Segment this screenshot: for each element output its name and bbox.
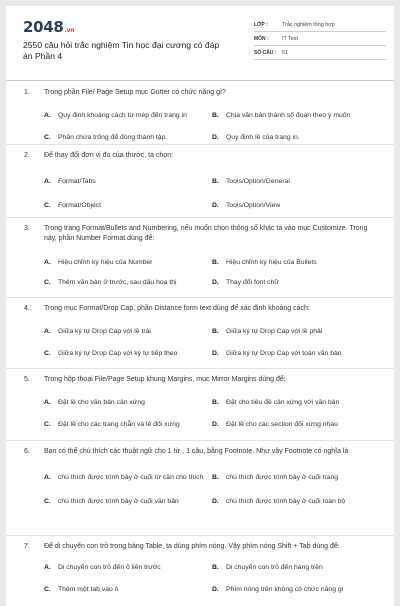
option-c[interactable] (44, 342, 212, 364)
option-letter: C. (44, 201, 51, 209)
question-stem (24, 540, 380, 552)
option-letter: A. (44, 327, 51, 335)
option-text: Đặt cho tiêu đề cân xứng với văn bản (226, 398, 340, 406)
option-letter: B. (212, 563, 219, 571)
option-c[interactable] (44, 272, 212, 292)
option-text: Giữa ký tự Drop Cap với lề trái (58, 327, 151, 335)
option-d[interactable] (212, 272, 380, 292)
option-a[interactable] (44, 320, 212, 342)
meta-row-subject (254, 32, 386, 46)
option-letter: D. (212, 201, 219, 209)
option-text: Đặt lề cho các section đối xứng nhau (226, 420, 338, 428)
option-text: chú thích được trình bày ở cuối từ cần chú thích (58, 473, 204, 481)
option-letter: D. (212, 420, 219, 428)
option-c[interactable] (44, 489, 212, 513)
option-a[interactable] (44, 104, 212, 126)
option-b[interactable] (212, 556, 380, 578)
meta-key: MÔN : (254, 35, 269, 42)
option-a[interactable] (44, 556, 212, 578)
logo-suffix: .vn (64, 27, 75, 34)
options-grid (24, 169, 380, 217)
option-a[interactable] (44, 252, 212, 272)
option-text: Hiệu chỉnh ký hiệu của Number (58, 258, 153, 266)
question-stem (24, 445, 380, 457)
question-item (6, 441, 394, 536)
options-grid (24, 391, 380, 435)
option-letter: C. (44, 497, 51, 505)
question-item (6, 218, 394, 298)
option-d[interactable] (212, 126, 380, 148)
meta-key: LỚP : (254, 21, 268, 28)
meta-table (254, 18, 386, 60)
option-letter: A. (44, 398, 51, 406)
option-text: chú thích được trình bày ở cuối toàn bộ (226, 497, 346, 505)
option-b[interactable] (212, 252, 380, 272)
option-text: Hiệu chỉnh ký hiệu của Bullets (226, 258, 317, 266)
meta-key: SỐ CÂU : (254, 49, 277, 56)
option-d[interactable] (212, 413, 380, 435)
option-text: Thay đổi font chữ (226, 278, 279, 286)
question-text: Trong phần File/ Page Setup mục Gutter có chức năng gì? (44, 89, 226, 96)
document-title: 2550 câu hỏi trắc nghiệm Tin học đại cương có đáp án Phần 4 (23, 40, 220, 61)
meta-value: 51 (282, 49, 288, 56)
options-grid (24, 252, 380, 292)
option-letter: C. (44, 349, 51, 357)
option-letter: C. (44, 420, 51, 428)
question-number: 5. (24, 376, 30, 383)
option-text: Phần chừa trống để đóng thành tập. (58, 133, 168, 141)
option-d[interactable] (212, 342, 380, 364)
option-letter: B. (212, 111, 219, 119)
option-c[interactable] (44, 578, 212, 600)
option-letter: D. (212, 497, 219, 505)
meta-value: Trắc nghiệm tổng hợp (282, 21, 335, 28)
question-stem (24, 149, 380, 161)
question-stem (24, 222, 380, 244)
option-text: Thêm văn bản ở trước, sau dấu hoa thị (58, 278, 177, 286)
option-text: Giữa ký tự Drop Cap với toàn văn bản (226, 349, 342, 357)
question-list (6, 82, 394, 606)
option-text: Quy định lề của trang in. (226, 133, 300, 141)
question-item (6, 82, 394, 145)
question-item (6, 298, 394, 369)
question-text: Trong trang Format/Bullets and Numbering, nếu muốn chọn thông số khác ta vào mục Customize. Trong này, phần Number Format dùng để: (44, 225, 368, 242)
question-text: Trong hộp thoại File/Page Setup khung Margins, mục Mirror Margins dùng để: (44, 376, 286, 383)
option-letter: C. (44, 133, 51, 141)
question-text: Để di chuyển con trỏ trong bảng Table, ta dùng phím nóng. Vậy phím nóng Shift + Tab dùng để: (44, 543, 340, 550)
option-c[interactable] (44, 413, 212, 435)
option-b[interactable] (212, 169, 380, 193)
option-text: Format/Object (58, 201, 102, 209)
option-letter: A. (44, 177, 51, 185)
question-number: 1. (24, 89, 30, 96)
question-text: Trong mục Format/Drop Cap, phần Distance form text dùng để xác định khoảng cách: (44, 305, 310, 312)
meta-row-count (254, 46, 386, 60)
option-d[interactable] (212, 578, 380, 600)
option-letter: A. (44, 258, 51, 266)
option-text: Giữa ký tự Drop Cap với lề phải (226, 327, 323, 335)
option-c[interactable] (44, 126, 212, 148)
options-grid (24, 320, 380, 364)
option-c[interactable] (44, 193, 212, 217)
question-number: 7. (24, 543, 30, 550)
question-stem (24, 302, 380, 314)
option-letter: C. (44, 585, 51, 593)
option-text: Chia văn bản thành số đoạn theo ý muốn (226, 111, 351, 119)
question-text: Để thay đổi đơn vị đo của thước, ta chọn: (44, 152, 174, 159)
header-divider (6, 80, 394, 81)
option-text: Tools/Option/View (226, 201, 281, 209)
option-text: Format/Tabs (58, 177, 96, 185)
option-letter: D. (212, 278, 219, 286)
question-item (6, 369, 394, 441)
question-number: 2. (24, 152, 30, 159)
option-text: chú thích được trình bày ở cuối trang (226, 473, 339, 481)
meta-row-class (254, 18, 386, 32)
option-d[interactable] (212, 489, 380, 513)
question-item (6, 145, 394, 218)
document-header (6, 6, 394, 80)
option-text: Thêm một tab vào ô (58, 585, 119, 593)
question-number: 4. (24, 305, 30, 312)
option-b[interactable] (212, 104, 380, 126)
question-number: 6. (24, 448, 30, 455)
document-page (6, 6, 394, 606)
meta-value: IT Test (282, 35, 298, 42)
question-number: 3. (24, 225, 30, 232)
option-text: Giữa ký tự Drop Cap với ký tự tiếp theo (58, 349, 178, 357)
option-text: Đặt lề cho văn bản cân xứng (58, 398, 145, 406)
option-b[interactable] (212, 320, 380, 342)
option-text: Quy định khoảng cách từ mép đến trang in (58, 111, 187, 119)
option-letter: B. (212, 177, 219, 185)
option-a[interactable] (44, 169, 212, 193)
options-grid (24, 465, 380, 513)
option-letter: C. (44, 278, 51, 286)
option-letter: B. (212, 327, 219, 335)
option-letter: B. (212, 398, 219, 406)
option-letter: B. (212, 473, 219, 481)
option-b[interactable] (212, 465, 380, 489)
option-text: Di chuyển con trỏ đến hàng trên (226, 563, 323, 571)
option-a[interactable] (44, 465, 212, 489)
option-b[interactable] (212, 391, 380, 413)
option-text: Tools/Option/General (226, 177, 290, 185)
question-stem (24, 373, 380, 385)
options-grid (24, 104, 380, 148)
option-a[interactable] (44, 391, 212, 413)
option-text: Di chuyển con trỏ đến ô liền trước (58, 563, 161, 571)
logo-text: 2048 (23, 18, 64, 36)
option-letter: A. (44, 111, 51, 119)
option-letter: A. (44, 563, 51, 571)
option-text: Đặt lề cho các trang chẵn và lẻ đối xứng (58, 420, 180, 428)
options-grid (24, 556, 380, 600)
option-d[interactable] (212, 193, 380, 217)
option-letter: B. (212, 258, 219, 266)
option-letter: D. (212, 133, 219, 141)
option-letter: D. (212, 585, 219, 593)
question-text: Bạn có thể chú thích các thuật ngữ cho 1 từ , 1 câu, bằng Footnote. Như vậy Footnote có nghĩa là (44, 448, 349, 455)
question-item (6, 536, 394, 606)
question-stem (24, 86, 380, 98)
site-logo[interactable] (23, 18, 74, 36)
option-letter: A. (44, 473, 51, 481)
option-letter: D. (212, 349, 219, 357)
option-text: chú thích được trình bày ở cuối văn bản (58, 497, 179, 505)
option-text: Phím nóng trên không có chức năng gì (226, 585, 344, 593)
